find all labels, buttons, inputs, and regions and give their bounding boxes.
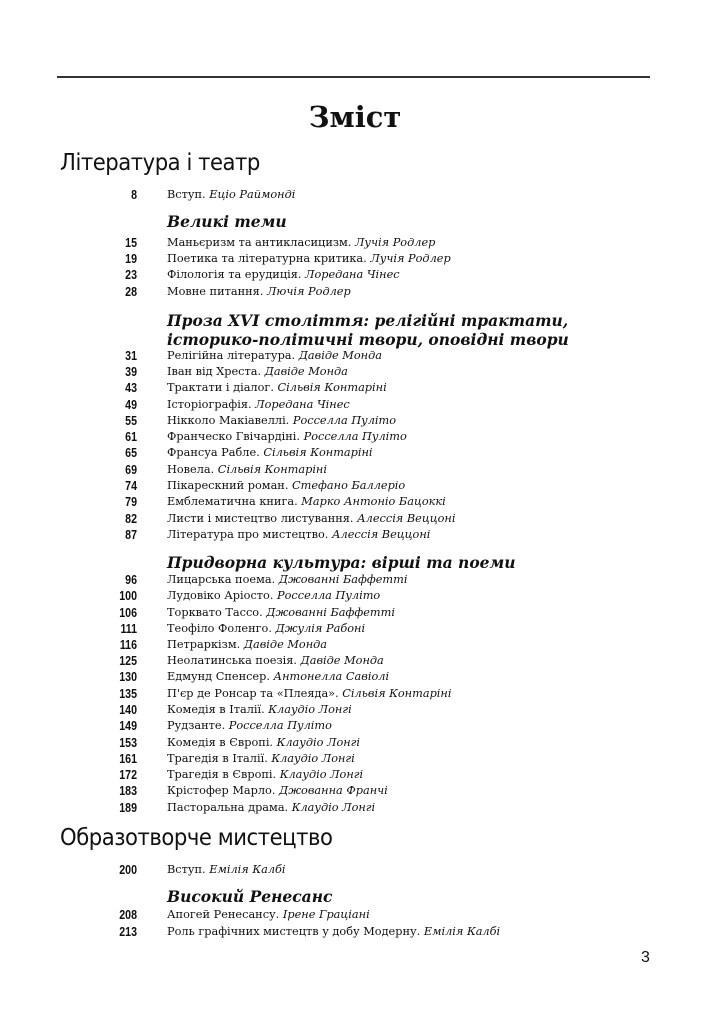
entry-title: Іван від Хреста. bbox=[167, 365, 262, 378]
toc-entry bbox=[0, 718, 725, 734]
entry-text bbox=[167, 588, 380, 604]
toc-entry bbox=[0, 511, 725, 527]
entry-author: Джованні Баффетті bbox=[266, 606, 395, 619]
entry-author: Джулія Рабоні bbox=[275, 622, 366, 635]
entry-page-number: 100 bbox=[119, 589, 137, 603]
entry-page-number: 130 bbox=[119, 670, 137, 684]
entry-title: Петраркізм. bbox=[167, 638, 241, 651]
entry-author: Еціо Раймонді bbox=[209, 188, 296, 201]
toc-entry bbox=[0, 800, 725, 816]
entry-author: Сільвія Контаріні bbox=[263, 446, 373, 459]
entry-page-number: 172 bbox=[119, 768, 137, 782]
entry-title: Листи і мистецтво листування. bbox=[167, 512, 354, 525]
entry-title: Франческо Гвічардіні. bbox=[167, 430, 300, 443]
entry-author: Лючія Родлер bbox=[266, 285, 351, 298]
entry-page-number: 69 bbox=[125, 463, 137, 477]
entry-text bbox=[167, 686, 451, 702]
entry-page-number: 39 bbox=[125, 365, 137, 379]
entry-page-number: 189 bbox=[119, 801, 137, 815]
entry-text bbox=[167, 605, 395, 621]
entry-author: Алессія Веццоні bbox=[357, 512, 456, 525]
entry-author: Клаудіо Лонгі bbox=[268, 703, 352, 716]
entry-page-number: 8 bbox=[131, 188, 137, 202]
entry-page-number: 213 bbox=[119, 925, 137, 939]
section-heading-line: Придворна культура: вірші та поеми bbox=[167, 553, 516, 572]
entry-page-number: 19 bbox=[125, 252, 137, 266]
entry-text bbox=[167, 380, 387, 396]
entry-text bbox=[167, 397, 350, 413]
entry-text bbox=[167, 284, 351, 300]
entry-author: Джованні Баффетті bbox=[278, 573, 408, 586]
section-heading bbox=[167, 311, 569, 349]
entry-text bbox=[167, 511, 456, 527]
entry-title: Поетика та літературна критика. bbox=[167, 252, 367, 265]
toc-entry bbox=[0, 767, 725, 783]
page-title: Зміст bbox=[308, 100, 402, 134]
entry-author: Росселла Пуліто bbox=[228, 719, 332, 732]
section-heading bbox=[167, 212, 287, 231]
entry-author: Росселла Пуліто bbox=[277, 589, 381, 602]
toc-entry bbox=[0, 924, 725, 940]
section-heading bbox=[167, 887, 332, 906]
entry-title: Крістофер Марло. bbox=[167, 784, 276, 797]
entry-title: Комедія в Європі. bbox=[167, 736, 274, 749]
toc-entry bbox=[0, 605, 725, 621]
toc-entry bbox=[0, 862, 725, 878]
entry-author: Емілія Калбі bbox=[209, 863, 286, 876]
entry-title: Неолатинська поезія. bbox=[167, 654, 297, 667]
entry-page-number: 43 bbox=[125, 381, 137, 395]
entry-page-number: 49 bbox=[125, 398, 137, 412]
entry-title: Література про мистецтво. bbox=[167, 528, 329, 541]
entry-title: Комедія в Італії. bbox=[167, 703, 265, 716]
page-number: 3 bbox=[641, 949, 650, 966]
entry-author: Лучія Родлер bbox=[370, 252, 451, 265]
toc-entry bbox=[0, 907, 725, 923]
toc-entry bbox=[0, 267, 725, 283]
entry-author: Марко Антоніо Бацоккі bbox=[301, 495, 446, 508]
entry-text bbox=[167, 267, 400, 283]
entry-text bbox=[167, 348, 382, 364]
toc-entry bbox=[0, 621, 725, 637]
entry-author: Сільвія Контаріні bbox=[277, 381, 387, 394]
entry-title: Роль графічних мистецтв у добу Модерну. bbox=[167, 925, 421, 938]
toc-entry bbox=[0, 669, 725, 685]
entry-author: Емілія Калбі bbox=[423, 925, 501, 938]
entry-title: Новела. bbox=[167, 463, 215, 476]
entry-author: Клаудіо Лонгі bbox=[276, 736, 361, 749]
entry-page-number: 149 bbox=[119, 719, 137, 733]
entry-page-number: 183 bbox=[119, 784, 137, 798]
entry-author: Ірене Граціані bbox=[282, 908, 370, 921]
top-rule bbox=[57, 76, 650, 78]
entry-author: Сільвія Контаріні bbox=[342, 687, 452, 700]
entry-title: Філологія та ерудиція. bbox=[167, 268, 302, 281]
entry-author: Давіде Монда bbox=[300, 654, 384, 667]
entry-text bbox=[167, 653, 384, 669]
toc-entry bbox=[0, 187, 725, 203]
entry-page-number: 161 bbox=[119, 752, 137, 766]
entry-page-number: 135 bbox=[119, 687, 137, 701]
part-heading: Література і театр bbox=[60, 150, 260, 176]
toc-entry bbox=[0, 637, 725, 653]
entry-text bbox=[167, 445, 373, 461]
toc-entry bbox=[0, 572, 725, 588]
entry-author: Лоредана Чінес bbox=[255, 398, 350, 411]
entry-page-number: 208 bbox=[119, 908, 137, 922]
entry-title: Торквато Тассо. bbox=[167, 606, 263, 619]
entry-title: Маньєризм та антикласицизм. bbox=[167, 236, 352, 249]
entry-title: Трагедія в Європі. bbox=[167, 768, 277, 781]
toc-entry bbox=[0, 348, 725, 364]
entry-page-number: 96 bbox=[125, 573, 137, 587]
entry-title: Едмунд Спенсер. bbox=[167, 670, 270, 683]
toc-entry bbox=[0, 429, 725, 445]
entry-text bbox=[167, 413, 396, 429]
entry-author: Антонелла Савіолі bbox=[273, 670, 390, 683]
entry-author: Клаудіо Лонгі bbox=[279, 768, 364, 781]
entry-title: Мовне питання. bbox=[167, 285, 264, 298]
entry-page-number: 82 bbox=[125, 512, 137, 526]
toc-entry bbox=[0, 478, 725, 494]
entry-page-number: 74 bbox=[125, 479, 137, 493]
entry-text bbox=[167, 800, 375, 816]
toc-entry bbox=[0, 284, 725, 300]
entry-title: Апогей Ренесансу. bbox=[167, 908, 280, 921]
toc-entry bbox=[0, 702, 725, 718]
toc-entry bbox=[0, 380, 725, 396]
toc-entry bbox=[0, 235, 725, 251]
entry-text bbox=[167, 621, 365, 637]
entry-text bbox=[167, 527, 430, 543]
toc-entry bbox=[0, 251, 725, 267]
section-heading-line: Проза XVI століття: релігійні трактати, bbox=[167, 311, 569, 330]
entry-author: Давіде Монда bbox=[264, 365, 348, 378]
entry-page-number: 116 bbox=[119, 638, 137, 652]
section-heading-line: Високий Ренесанс bbox=[167, 887, 333, 906]
entry-page-number: 106 bbox=[119, 606, 137, 620]
entry-author: Клаудіо Лонгі bbox=[271, 752, 355, 765]
entry-text bbox=[167, 735, 360, 751]
toc-entry bbox=[0, 653, 725, 669]
entry-text bbox=[167, 767, 363, 783]
entry-text bbox=[167, 751, 355, 767]
entry-text bbox=[167, 924, 500, 940]
toc-entry bbox=[0, 494, 725, 510]
entry-text bbox=[167, 702, 352, 718]
entry-title: Теофіло Фоленго. bbox=[167, 622, 272, 635]
entry-author: Стефано Баллеріо bbox=[292, 479, 406, 492]
entry-page-number: 65 bbox=[125, 446, 137, 460]
entry-text bbox=[167, 494, 446, 510]
entry-text bbox=[167, 862, 286, 878]
entry-text bbox=[167, 783, 388, 799]
toc-entry bbox=[0, 783, 725, 799]
entry-author: Росселла Пуліто bbox=[303, 430, 407, 443]
section-heading-line: Великі теми bbox=[167, 212, 287, 231]
entry-title: Емблематична книга. bbox=[167, 495, 298, 508]
part-heading: Образотворче мистецтво bbox=[60, 825, 333, 851]
entry-author: Лучія Родлер bbox=[355, 236, 436, 249]
entry-text bbox=[167, 429, 407, 445]
entry-title: Рудзанте. bbox=[167, 719, 226, 732]
entry-text bbox=[167, 478, 405, 494]
toc-entry bbox=[0, 588, 725, 604]
toc-entry bbox=[0, 686, 725, 702]
entry-page-number: 125 bbox=[119, 654, 137, 668]
entry-author: Давіде Монда bbox=[298, 349, 382, 362]
entry-author: Росселла Пуліто bbox=[292, 414, 397, 427]
entry-title: Лицарська поема. bbox=[167, 573, 276, 586]
entry-page-number: 140 bbox=[119, 703, 137, 717]
entry-text bbox=[167, 907, 370, 923]
entry-title: Трагедія в Італії. bbox=[167, 752, 272, 765]
entry-title: Франсуа Рабле. bbox=[167, 446, 260, 459]
entry-author: Давіде Монда bbox=[243, 638, 328, 651]
entry-title: П'єр де Ронсар та «Плеяда». bbox=[167, 687, 339, 700]
entry-title: Лудовіко Аріосто. bbox=[167, 589, 274, 602]
entry-page-number: 153 bbox=[119, 736, 137, 750]
entry-text bbox=[167, 235, 435, 251]
entry-text bbox=[167, 572, 407, 588]
entry-text bbox=[167, 637, 327, 653]
entry-title: Трактати і діалог. bbox=[167, 381, 274, 394]
entry-page-number: 61 bbox=[125, 430, 137, 444]
toc-entry bbox=[0, 735, 725, 751]
entry-text bbox=[167, 462, 327, 478]
entry-text bbox=[167, 364, 348, 380]
section-heading bbox=[167, 553, 516, 572]
entry-title: Пасторальна драма. bbox=[167, 801, 289, 814]
entry-page-number: 111 bbox=[120, 622, 137, 636]
entry-page-number: 28 bbox=[125, 285, 137, 299]
entry-text bbox=[167, 251, 451, 267]
entry-title: Історіографія. bbox=[167, 398, 252, 411]
entry-author: Джованна Франчі bbox=[279, 784, 388, 797]
toc-entry bbox=[0, 397, 725, 413]
entry-author: Алессія Веццоні bbox=[332, 528, 431, 541]
toc-entry bbox=[0, 751, 725, 767]
entry-title: Релігійна література. bbox=[167, 349, 296, 362]
entry-author: Лоредана Чінес bbox=[305, 268, 400, 281]
entry-author: Клаудіо Лонгі bbox=[291, 801, 376, 814]
toc-entry bbox=[0, 413, 725, 429]
entry-text bbox=[167, 187, 295, 203]
toc-entry bbox=[0, 462, 725, 478]
entry-page-number: 87 bbox=[125, 528, 137, 542]
entry-title: Пікарескний роман. bbox=[167, 479, 289, 492]
entry-page-number: 23 bbox=[125, 268, 137, 282]
entry-page-number: 79 bbox=[125, 495, 137, 509]
entry-text bbox=[167, 669, 389, 685]
entry-page-number: 31 bbox=[125, 349, 137, 363]
entry-title: Вступ. bbox=[167, 188, 206, 201]
toc-entry bbox=[0, 364, 725, 380]
toc-entry bbox=[0, 527, 725, 543]
entry-title: Вступ. bbox=[167, 863, 206, 876]
entry-text bbox=[167, 718, 332, 734]
section-heading-line: історико-політичні твори, оповідні твори bbox=[167, 330, 569, 349]
entry-page-number: 200 bbox=[119, 863, 137, 877]
entry-page-number: 15 bbox=[125, 236, 137, 250]
toc-entry bbox=[0, 445, 725, 461]
entry-author: Сільвія Контаріні bbox=[217, 463, 327, 476]
entry-page-number: 55 bbox=[125, 414, 137, 428]
entry-title: Нікколо Макіавеллі. bbox=[167, 414, 290, 427]
